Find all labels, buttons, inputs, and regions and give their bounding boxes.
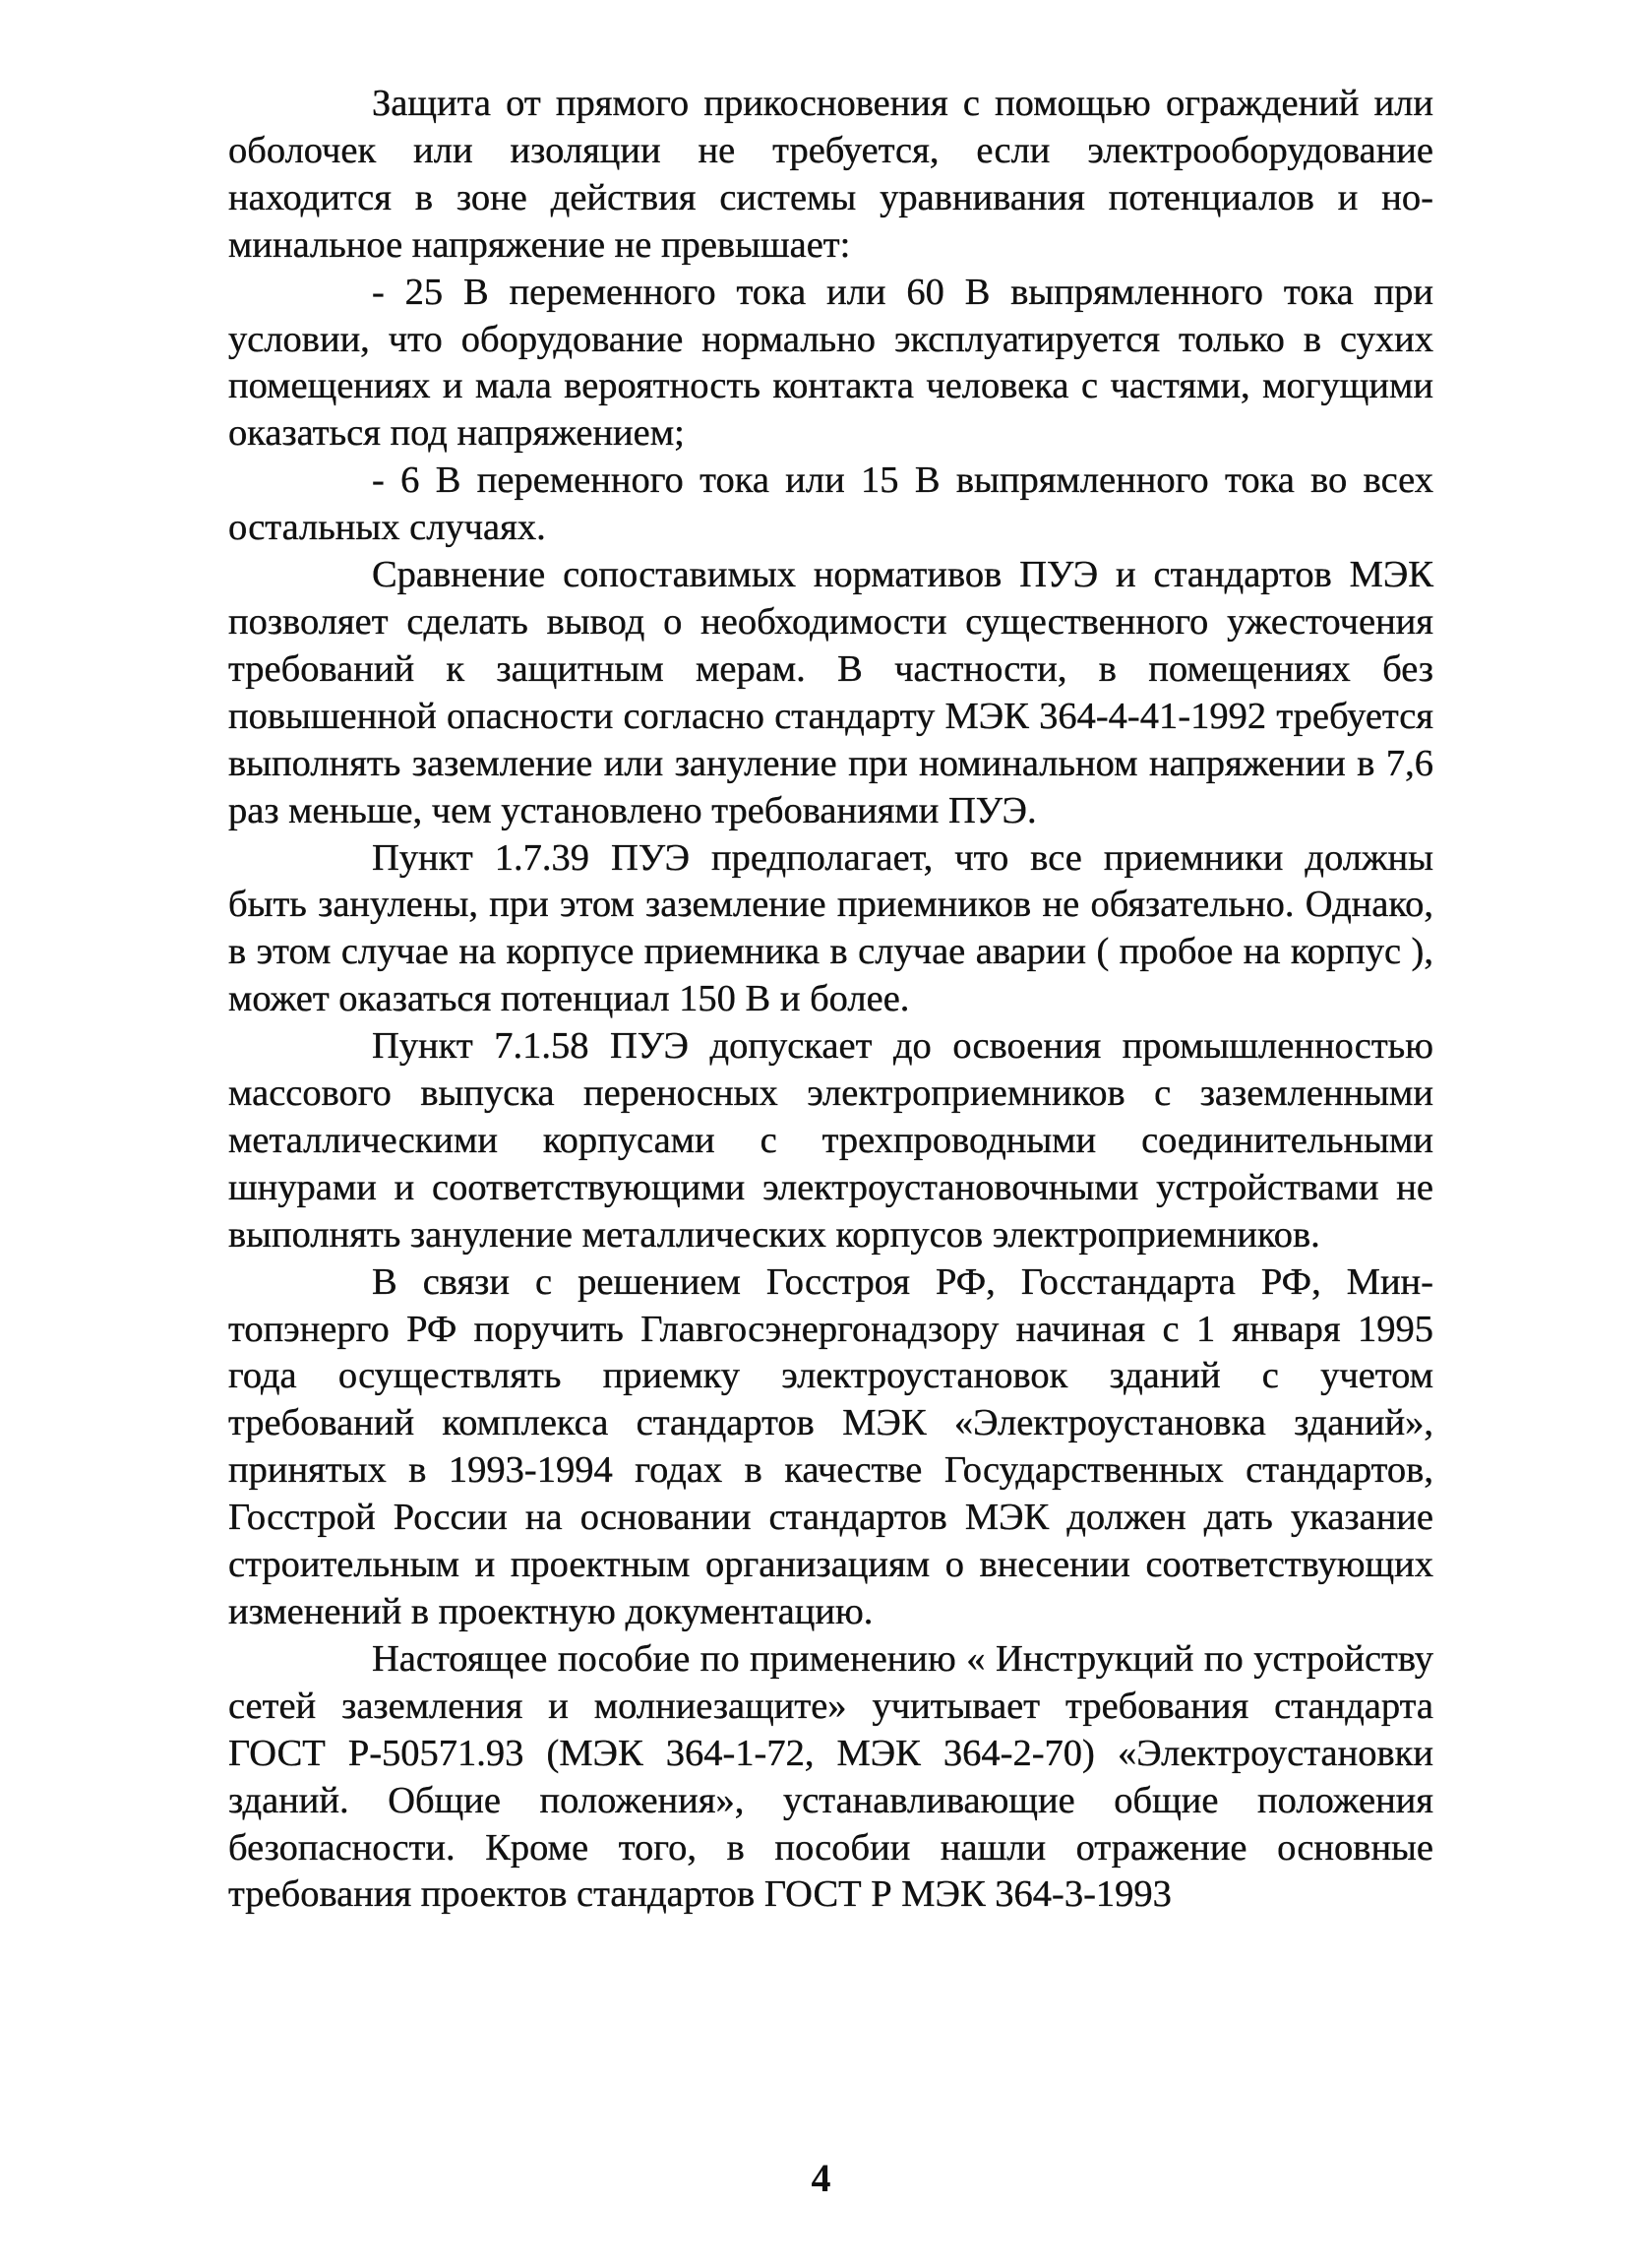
page-number: 4 [811,2156,831,2200]
body-text [228,81,1433,1919]
list-item-25v: - 25 В переменного тока или 60 В выпрямленного тока при условии, что оборудование нормально эксплуатируется только в сухих помещениях и мала вероятность контакта человека с частями, могущими оказаться под напряжением; [228,271,1433,455]
paragraph-clause-1-7-39: Пункт 1.7.39 ПУЭ предполагает, что все приемники должны быть занулены, при этом заземление приемников не обязательно. Однако, в этом случае на корпусе приемника в случае аварии ( пробое на корпус ), может оказаться потенциал 150 В и более. [228,836,1433,1020]
paragraph-direct-contact-protection: Защита от прямого прикосновения с помощью ограждений или оболочек или изоляции не требуется, если электрооборудование находится в зоне действия системы уравнивания потенциалов и номинальное напряжение не превышает: [228,83,1433,266]
paragraph-clause-7-1-58: Пункт 7.1.58 ПУЭ допускает до освоения промышленностью массового выпуска переносных электроприемников с заземленными металлическими корпусами с трехпроводными соединительными шнурами и соответствующими электроустановочными устройствами не выполнять зануление металлических корпусов электроприемников. [228,1025,1433,1256]
paragraph-manual-scope: Настоящее пособие по применению « Инструкций по устройству сетей заземления и молниезащите» учитывает требования стандарта ГОСТ Р-50571.93 (МЭК 364-1-72, МЭК 364-2-70) «Электроустановки зданий. Общие положения», устанавливающие общие положения безопасности. Кроме того, в пособии нашли отражение основные требования проектов стандартов ГОСТ Р МЭК 364-3-1993 [228,1637,1433,1916]
list-item-6v: - 6 В переменного тока или 15 В выпрямленного тока во всех остальных случаях. [228,460,1433,549]
paragraph-gosstroy-decision: В связи с решением Госстроя РФ, Госстандарта РФ, Минтопэнерго РФ поручить Главгосэнергонадзору начиная с 1 января 1995 года осуществлять приемку электроустановок зданий с учетом требований комплекса стандартов МЭК «Электроустановка зданий», принятых в 1993-1994 годах в качестве Государственных стандартов, Госстрой России на основании стандартов МЭК должен дать указание строительным и проектным организациям о внесении соответствующих изменений в проектную документацию. [228,1260,1433,1632]
paragraph-pue-iec-comparison: Сравнение сопоставимых нормативов ПУЭ и стандартов МЭК позволяет сделать вывод о необходимости существенного ужесточения требований к защитным мерам. В частности, в помещениях без повышенной опасности согласно стандарту МЭК 364-4-41-1992 требуется выполнять заземление или зануление при номинальном напряжении в 7,6 раз меньше, чем установлено требованиями ПУЭ. [228,554,1433,831]
